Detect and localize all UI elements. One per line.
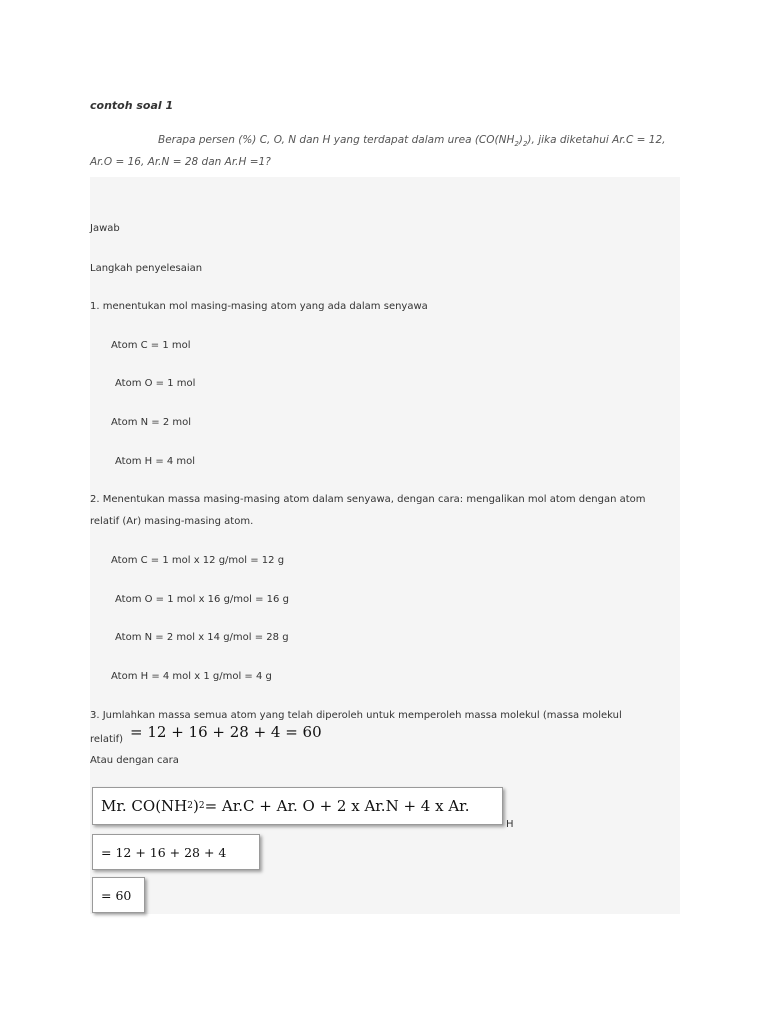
equation-box-2: = 12 + 16 + 28 + 4 xyxy=(92,834,260,870)
step-2-item: Atom C = 1 mol x 12 g/mol = 12 g xyxy=(111,555,285,566)
question-part-3: ), jika diketahui Ar.C = 12, Ar.O = 16, Ar.N = 28 dan Ar.H =1? xyxy=(90,134,666,168)
step-2-item: Atom O = 1 mol x 16 g/mol = 16 g xyxy=(115,594,289,605)
question-text xyxy=(90,129,680,173)
step-3-text: 3. Jumlahkan massa semua atom yang telah diperoleh untuk memperoleh massa molekul (massa molekul xyxy=(90,710,622,721)
question-sub-1: 2 xyxy=(514,140,519,149)
step-1-item: Atom N = 2 mol xyxy=(111,417,192,428)
step-1-item: Atom O = 1 mol xyxy=(115,378,196,389)
question-part-1: Berapa persen (%) C, O, N dan H yang terdapat dalam urea (CO(NH xyxy=(158,134,515,146)
step-1-item: Atom H = 4 mol xyxy=(115,456,196,467)
answer-panel xyxy=(90,177,680,914)
question-part-2: ) xyxy=(518,134,523,146)
equation-box-1 xyxy=(92,787,503,825)
equation-box-3: = 60 xyxy=(92,877,145,913)
step-2-item: Atom N = 2 mol x 14 g/mol = 28 g xyxy=(115,632,289,643)
alternative-label: Atau dengan cara xyxy=(90,755,179,766)
equation-1-sub: 2 xyxy=(187,801,193,811)
equation-1-part: = Ar.C + Ar. O + 2 x Ar.N + 4 x Ar. xyxy=(204,797,470,815)
step-3-text-cont: relatif) xyxy=(90,734,124,745)
step-3-result: = 12 + 16 + 28 + 4 = 60 xyxy=(130,723,322,741)
answer-heading: Jawab xyxy=(90,223,120,234)
example-title: contoh soal 1 xyxy=(90,99,174,112)
step-1-text: 1. menentukan mol masing-masing atom yang ada dalam senyawa xyxy=(90,301,428,312)
equation-1-part: ) xyxy=(192,797,199,815)
question-sub-2: 2 xyxy=(522,140,528,149)
step-1-item: Atom C = 1 mol xyxy=(111,340,191,351)
step-2-text: 2. Menentukan massa masing-masing atom dalam senyawa, dengan cara: mengalikan mol atom dengan atom relatif (Ar) masing-masing atom. xyxy=(90,494,646,527)
equation-1-part: Mr. CO(NH xyxy=(101,797,188,815)
equation-1-sub: 2 xyxy=(198,801,205,811)
equation-1-suffix: H xyxy=(506,819,514,830)
step-2-item: Atom H = 4 mol x 1 g/mol = 4 g xyxy=(111,671,272,682)
steps-heading: Langkah penyelesaian xyxy=(90,263,203,274)
